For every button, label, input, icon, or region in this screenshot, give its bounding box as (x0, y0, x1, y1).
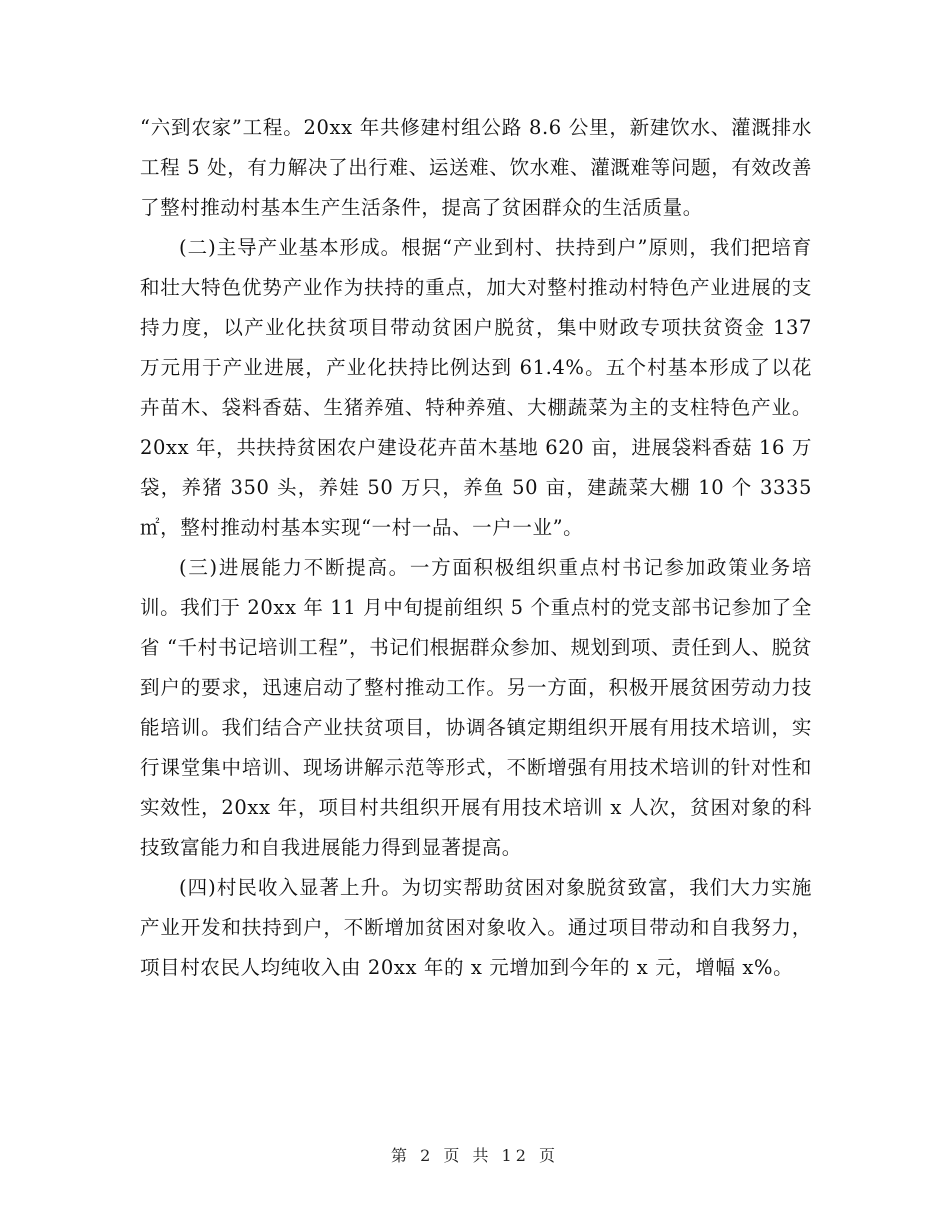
paragraph-1: “六到农家”工程。20xx 年共修建村组公路 8.6 公里，新建饮水、灌溉排水工程 5 处，有力解决了出行难、运送难、饮水难、灌溉难等问题，有效改善了整村推动村基本生产生活条件，提高了贫困群众的生活质量。 (140, 116, 812, 219)
document-body (140, 108, 812, 988)
paragraph-3: (三)进展能力不断提高。一方面积极组织重点村书记参加政策业务培训。我们于 20xx 年 11 月中旬提前组织 5 个重点村的党支部书记参加了全省 “千村书记培训工程”，书记们根据群众参加、规划到项、责任到人、脱贫到户的要求，迅速启动了整村推动工作。另一方面，积极开展贫困劳动力技能培训。我们结合产业扶贫项目，协调各镇定期组织开展有用技术培训，实行课堂集中培训、现场讲解示范等形式，不断增强有用技术培训的针对性和实效性，20xx 年，项目村共组织开展有用技术培训 x 人次，贫困对象的科技致富能力和自我进展能力得到显著提高。 (140, 556, 812, 859)
page-number-label: 第 2 页 共 12 页 (391, 1146, 559, 1165)
page-footer (0, 1143, 950, 1166)
paragraph-2: (二)主导产业基本形成。根据“产业到村、扶持到户”原则，我们把培育和壮大特色优势产业作为扶持的重点，加大对整村推动村特色产业进展的支持力度，以产业化扶贫项目带动贫困户脱贫，集中财政专项扶贫资金 137 万元用于产业进展，产业化扶持比例达到 61.4%。五个村基本形成了以花卉苗木、袋料香菇、生猪养殖、特种养殖、大棚蔬菜为主的支柱特色产业。20xx 年，共扶持贫困农户建设花卉苗木基地 620 亩，进展袋料香菇 16 万袋，养猪 350 头，养娃 50 万只，养鱼 50 亩，建蔬菜大棚 10 个 3335㎡，整村推动村基本实现“一村一品、一户一业”。 (140, 236, 812, 539)
paragraph-4: (四)村民收入显著上升。为切实帮助贫困对象脱贫致富，我们大力实施产业开发和扶持到户，不断增加贫困对象收入。通过项目带动和自我努力，项目村农民人均纯收入由 20xx 年的 x 元增加到今年的 x 元，增幅 x%。 (140, 876, 812, 979)
